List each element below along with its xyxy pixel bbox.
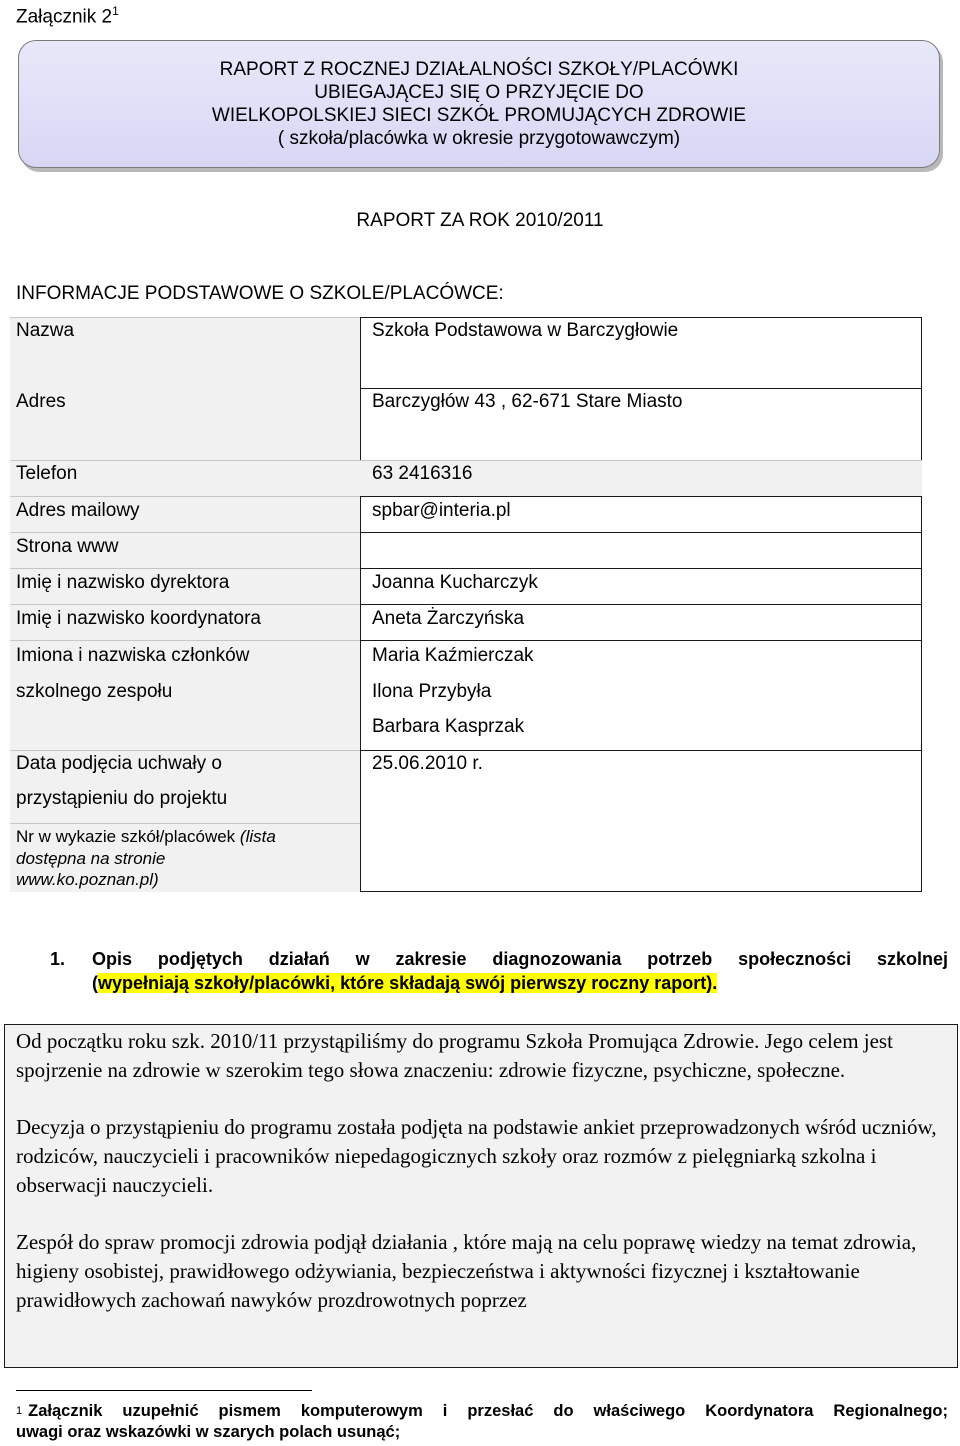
director-label: Imię i nazwisko dyrektora: [16, 572, 230, 593]
resolution-label-line-1: Data podjęcia uchwały o: [16, 753, 222, 774]
resolution-date-value: 25.06.2010 r.: [372, 753, 483, 774]
director-value: Joanna Kucharczyk: [372, 572, 538, 593]
registry-label-line-3: www.ko.poznan.pl): [16, 870, 159, 889]
registry-label-line-2: dostępna na stronie: [16, 849, 166, 868]
registry-label-line-1: Nr w wykazie szkół/placówek (lista: [16, 827, 276, 846]
www-label: Strona www: [16, 536, 119, 557]
phone-value: 63 2416316: [372, 463, 473, 484]
header-line-3: WIELKOPOLSKIEJ SIECI SZKÓŁ PROMUJĄCYCH ZDROWIE: [211, 105, 747, 126]
header-line-1: RAPORT Z ROCZNEJ DZIAŁALNOŚCI SZKOŁY/PLACÓWKI: [219, 59, 739, 80]
name-label: Nazwa: [16, 320, 75, 341]
team-member-1: Maria Kaźmierczak: [372, 645, 534, 666]
email-value: spbar@interia.pl: [372, 500, 511, 521]
footnote-line-1: Załącznik uzupełnić pismem komputerowym i przesłać do właściwego Koordynatora Regionalnego;: [28, 1402, 948, 1420]
section-title-line-1: Opis podjętych działań w zakresie diagnozowania potrzeb społeczności szkolnej: [92, 949, 948, 969]
section-1-heading: [16, 947, 948, 995]
report-year: RAPORT ZA ROK 2010/2011: [356, 210, 604, 231]
address-label: Adres: [16, 391, 66, 412]
team-member-2: Ilona Przybyła: [372, 681, 492, 702]
footnote-ref: 1: [112, 4, 119, 18]
narrative-paragraph-3: Zespół do spraw promocji zdrowia podjął działania , które mają na celu poprawę wiedzy na temat zdrowia, higieny osobistej, prawidłowego odżywiania, bezpieczeństwa i aktywności fizycznej i kształtowanie prawidłowych zachowań nawyków prozdrowotnych poprzez: [16, 1230, 917, 1312]
team-member-3: Barbara Kasprzak: [372, 716, 525, 737]
coordinator-label: Imię i nazwisko koordynatora: [16, 608, 261, 629]
footnote-separator: [16, 1390, 312, 1391]
narrative-paragraph-2: Decyzja o przystąpieniu do programu została podjęta na podstawie ankiet przeprowadzonych wśród uczniów, rodziców, nauczycieli i pracowników niepedagogicznych szkoły oraz rozmów z pielęgniarką szkolna i obserwacji nauczycieli.: [16, 1115, 937, 1197]
section-number: 1.: [50, 949, 66, 969]
section-instruction-highlight: wypełniają szkoły/placówki, które składają swój pierwszy roczny raport).: [98, 973, 718, 993]
coordinator-value: Aneta Żarczyńska: [372, 608, 525, 629]
header-line-2: UBIEGAJĄCEJ SIĘ O PRZYJĘCIE DO: [314, 82, 644, 103]
footnote-marker: 1: [16, 1405, 23, 1417]
team-label-line-1: Imiona i nazwiska członków: [16, 645, 250, 666]
value-cell-www[interactable]: [360, 532, 922, 569]
footnote-line-2: uwagi oraz wskazówki w szarych polach usunąć;: [16, 1423, 401, 1441]
resolution-label-line-2: przystąpieniu do projektu: [16, 788, 228, 809]
team-label-line-2: szkolnego zespołu: [16, 681, 173, 702]
email-label: Adres mailowy: [16, 500, 140, 521]
footnote: [16, 1401, 948, 1443]
header-line-4: ( szkoła/placówka w okresie przygotowawczym): [277, 128, 681, 149]
narrative-text-box[interactable]: [4, 1024, 958, 1368]
narrative-paragraph-1: Od początku roku szk. 2010/11 przystąpiliśmy do programu Szkoła Promująca Zdrowie. Jego celem jest spojrzenie na zdrowie w szerokim tego słowa znaczeniu: zdrowie fizyczne, psychiczne, społeczne.: [16, 1029, 893, 1082]
name-value: Szkoła Podstawowa w Barczygłowie: [372, 320, 679, 341]
address-value: Barczygłów 43 , 62-671 Stare Miasto: [372, 391, 683, 412]
basic-info-title: INFORMACJE PODSTAWOWE O SZKOLE/PLACÓWCE:: [16, 283, 504, 304]
phone-label: Telefon: [16, 463, 78, 484]
section-title-line-2: (wypełniają szkoły/placówki, które składają swój pierwszy roczny raport).: [92, 973, 718, 993]
annex-label: Załącznik $2^1$: [16, 4, 119, 28]
